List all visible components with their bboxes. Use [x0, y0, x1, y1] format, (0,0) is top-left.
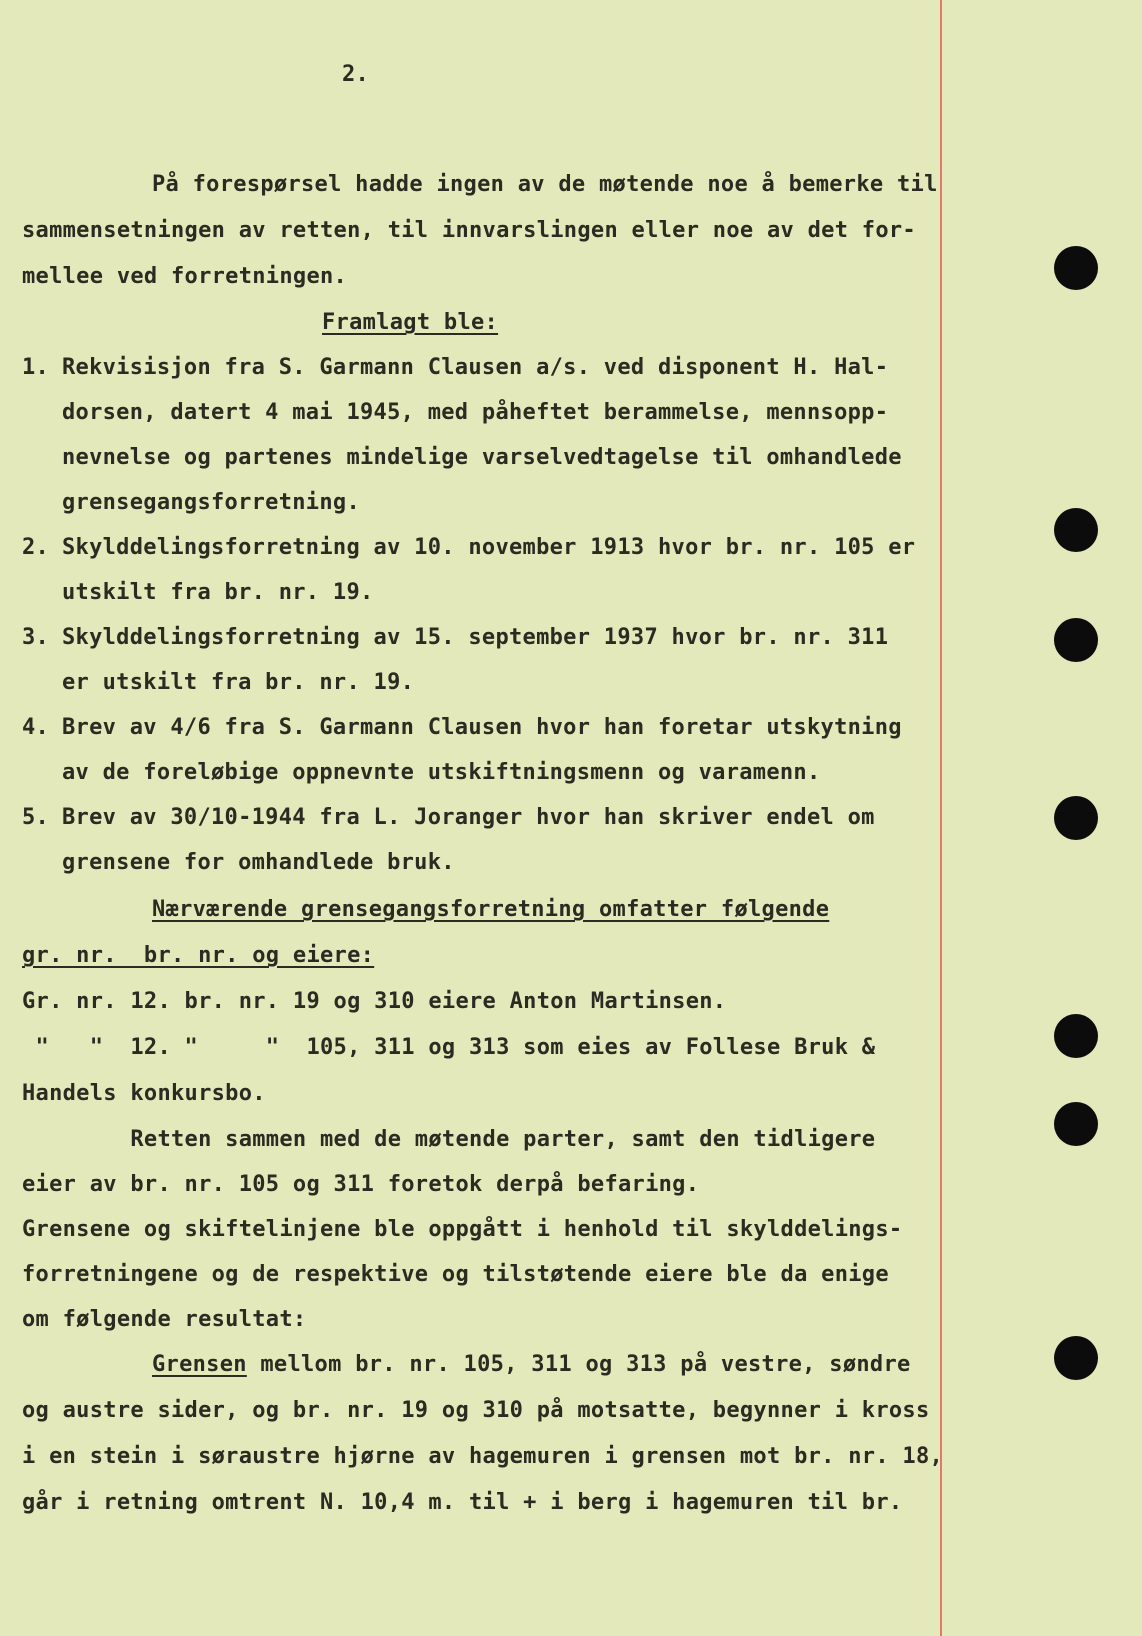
punch-hole [1054, 618, 1098, 662]
text-line: Grensene og skiftelinjene ble oppgått i henhold til skylddelings- [22, 1217, 903, 1242]
owner-line: Handels konkursbo. [22, 1081, 266, 1106]
item-number: 1. [22, 355, 50, 380]
punch-hole [1054, 1014, 1098, 1058]
item-line: grensene for omhandlede bruk. [62, 850, 455, 875]
boundary-word: Grensen [152, 1352, 247, 1377]
owner-line: " " 12. " " 105, 311 og 313 som eies av Follese Bruk & [22, 1035, 876, 1060]
item-line: nevnelse og partenes mindelige varselvedtagelse til omhandlede [62, 445, 902, 470]
item-number: 3. [22, 625, 50, 650]
text-line: mellee ved forretningen. [22, 264, 348, 289]
text-line: På forespørsel hadde ingen av de møtende noe å bemerke til [152, 172, 938, 197]
item-line: utskilt fra br. nr. 19. [62, 580, 374, 605]
text-line: sammensetningen av retten, til innvarslingen eller noe av det for- [22, 218, 916, 243]
boundary-first-line [152, 1352, 911, 1378]
punch-hole [1054, 796, 1098, 840]
owner-line: Gr. nr. 12. br. nr. 19 og 310 eiere Anton Martinsen. [22, 989, 727, 1014]
item-line: Skylddelingsforretning av 15. september 1937 hvor br. nr. 311 [62, 625, 889, 650]
owners-heading: gr. nr. br. nr. og eiere: [22, 943, 375, 968]
item-line: dorsen, datert 4 mai 1945, med påheftet berammelse, mennsopp- [62, 400, 889, 425]
text-line: Retten sammen med de møtende parter, samt den tidligere [22, 1127, 876, 1152]
item-number: 4. [22, 715, 50, 740]
text-line: eier av br. nr. 105 og 311 foretok derpå befaring. [22, 1172, 700, 1197]
scope-heading: Nærværende grensegangsforretning omfatter følgende [152, 897, 830, 922]
punch-hole [1054, 508, 1098, 552]
item-number: 5. [22, 805, 50, 830]
item-line: Rekvisisjon fra S. Garmann Clausen a/s. ved disponent H. Hal- [62, 355, 889, 380]
text-line: går i retning omtrent N. 10,4 m. til + i berg i hagemuren til br. [22, 1490, 903, 1515]
margin-rule [940, 0, 942, 1636]
item-number: 2. [22, 535, 50, 560]
text-line: i en stein i søraustre hjørne av hagemuren i grensen mot br. nr. 18, [22, 1444, 944, 1469]
text-line: og austre sider, og br. nr. 19 og 310 på motsatte, begynner i kross [22, 1398, 930, 1423]
item-line: er utskilt fra br. nr. 19. [62, 670, 415, 695]
item-line: Skylddelingsforretning av 10. november 1913 hvor br. nr. 105 er [62, 535, 916, 560]
punch-hole [1054, 1102, 1098, 1146]
text-line: om følgende resultat: [22, 1307, 307, 1332]
page-number: 2. [342, 62, 370, 87]
text-line: forretningene og de respektive og tilstøtende eiere ble da enige [22, 1262, 889, 1287]
item-line: grensegangsforretning. [62, 490, 360, 515]
item-line: Brev av 30/10-1944 fra L. Joranger hvor han skriver endel om [62, 805, 875, 830]
item-line: Brev av 4/6 fra S. Garmann Clausen hvor han foretar utskytning [62, 715, 902, 740]
presented-heading: Framlagt ble: [322, 310, 499, 335]
punch-hole [1054, 1336, 1098, 1380]
item-line: av de foreløbige oppnevnte utskiftningsmenn og varamenn. [62, 760, 821, 785]
boundary-first-rest: mellom br. nr. 105, 311 og 313 på vestre, søndre [246, 1352, 911, 1377]
punch-hole [1054, 246, 1098, 290]
